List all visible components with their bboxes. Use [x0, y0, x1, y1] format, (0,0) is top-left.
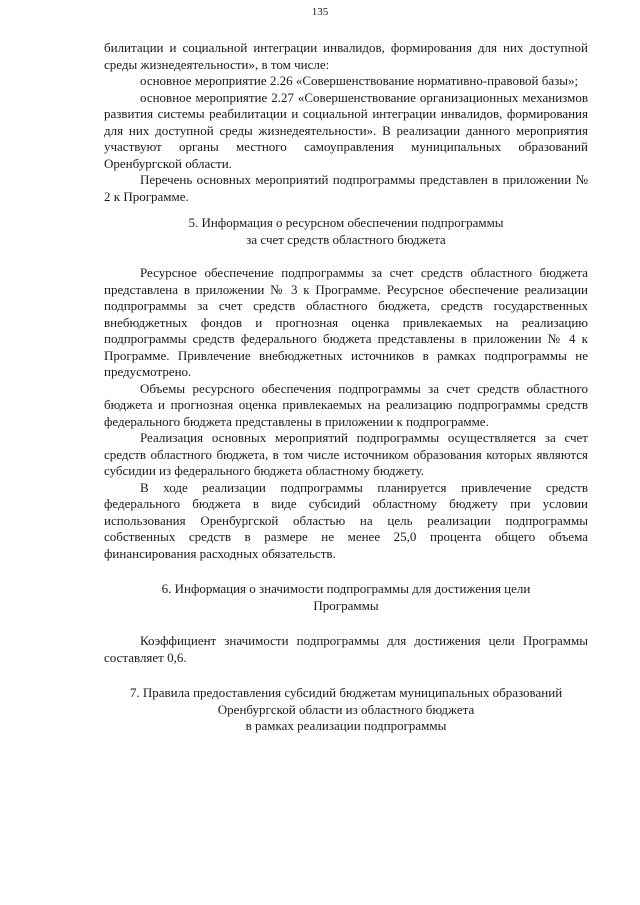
section-7-title-line-3: в рамках реализации подпрограммы [245, 718, 447, 733]
paragraph-continuation: билитации и социальной интеграции инвалидов, формирования для них доступной среды жизнедеятельности», в том числе: [104, 40, 588, 72]
section-6-paragraph: Коэффициент значимости подпрограммы для достижения цели Программы составляет 0,6. [104, 633, 588, 665]
paragraph-measure-2-27: основное мероприятие 2.27 «Совершенствование организационных механизмов развития системы реабилитации и социальной интеграции инвалидов, формирования для них доступной среды жизнедеятельности». В реализации данного мероприятия участвуют органы местного самоуправления муниципальных образований Оренбургской области. [104, 89, 588, 171]
section-7-title-line-2: Оренбургской области из областного бюджета [217, 701, 475, 717]
section-5-title-line-2: за счет средств областного бюджета [246, 231, 446, 247]
section-5-paragraph: Реализация основных мероприятий подпрограммы осуществляется за счет средств областного бюджета, в том числе источником образования которых являются субсидии из федерального бюджета областному бюджету. [104, 430, 588, 478]
section-6-title-line-1: 6. Информация о значимости подпрограммы для достижения цели [161, 581, 531, 596]
section-5-paragraph: Объемы ресурсного обеспечения подпрограммы за счет средств областного бюджета и прогнозная оценка привлекаемых на реализацию подпрограммы средств федерального бюджета представлены в приложении к подпрограмме. [104, 380, 588, 429]
page-content [104, 40, 588, 735]
section-6-title-line-2: Программы [313, 597, 379, 613]
page-number: 135 [311, 6, 329, 18]
section-5-paragraph: В ходе реализации подпрограммы планируется привлечение средств федерального бюджета в виде субсидий областному бюджету при условии использования Оренбургской областью на цель реализации подпрограммы собственных средств в размере не менее 25,0 процента общего объема финансирования расходных обязательств. [104, 479, 588, 561]
paragraph-measure-2-26: основное мероприятие 2.26 «Совершенствование нормативно-правовой базы»; [140, 73, 579, 88]
section-7-title-line-1: 7. Правила предоставления субсидий бюджетам муниципальных образований [129, 685, 563, 700]
section-5-title-line-1: 5. Информация о ресурсном обеспечении подпрограммы [188, 215, 504, 230]
section-5-paragraph: Ресурсное обеспечение подпрограммы за счет средств областного бюджета представлена в приложении № 3 к Программе. Ресурсное обеспечение реализации подпрограммы за счет средств областного бюджета, средств государственных внебюджетных фондов и прогнозная оценка привлекаемых на реализацию подпрограммы средств федерального бюджета представлены в приложении № 4 к Программе. Привлечение внебюджетных источников в рамках подпрограммы не предусмотрено. [104, 265, 588, 379]
paragraph-measures-list: Перечень основных мероприятий подпрограммы представлен в приложении № 2 к Программе. [104, 172, 588, 204]
